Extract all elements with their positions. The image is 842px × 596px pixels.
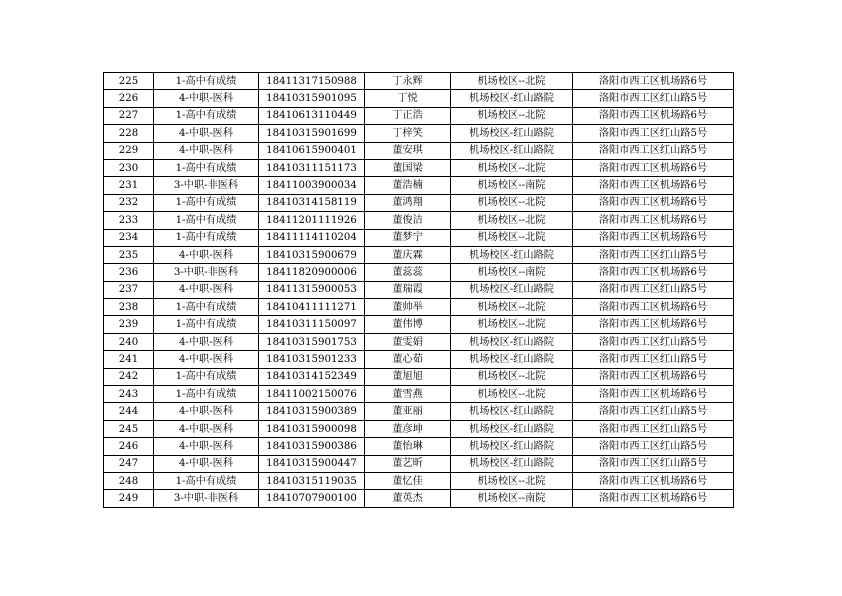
student-id-cell: 18410315900389 — [259, 403, 365, 420]
table-row — [104, 194, 734, 211]
student-id-cell: 18411317150988 — [259, 73, 365, 90]
address-cell: 洛阳市西工区红山路5号 — [573, 333, 734, 350]
student-id-cell: 18411003900034 — [259, 177, 365, 194]
student-name-cell: 董梦宁 — [365, 229, 451, 246]
category-cell: 4-中职-医科 — [154, 351, 259, 368]
student-name-cell: 丁正浩 — [365, 107, 451, 124]
category-cell: 1-高中有成绩 — [154, 194, 259, 211]
category-cell: 1-高中有成绩 — [154, 73, 259, 90]
table-row — [104, 472, 734, 489]
row-index-cell: 239 — [104, 316, 154, 333]
row-index-cell: 231 — [104, 177, 154, 194]
address-cell: 洛阳市西工区红山路5号 — [573, 403, 734, 420]
campus-cell: 机场校区-红山路院 — [451, 351, 573, 368]
table-row — [104, 246, 734, 263]
table-row — [104, 73, 734, 90]
category-cell: 4-中职-医科 — [154, 403, 259, 420]
campus-cell: 机场校区-红山路院 — [451, 90, 573, 107]
student-name-cell: 董蕊蕊 — [365, 264, 451, 281]
student-id-cell: 18410707900100 — [259, 490, 365, 507]
student-id-cell: 18410315900679 — [259, 246, 365, 263]
category-cell: 1-高中有成绩 — [154, 472, 259, 489]
campus-cell: 机场校区--北院 — [451, 107, 573, 124]
student-id-cell: 18411315900053 — [259, 281, 365, 298]
address-cell: 洛阳市西工区机场路6号 — [573, 386, 734, 403]
campus-cell: 机场校区--北院 — [451, 212, 573, 229]
address-cell: 洛阳市西工区机场路6号 — [573, 73, 734, 90]
category-cell: 3-中职-非医科 — [154, 264, 259, 281]
table-row — [104, 177, 734, 194]
student-id-cell: 18410315900447 — [259, 455, 365, 472]
campus-cell: 机场校区-红山路院 — [451, 333, 573, 350]
campus-cell: 机场校区--北院 — [451, 368, 573, 385]
row-index-cell: 235 — [104, 246, 154, 263]
campus-cell: 机场校区--南院 — [451, 490, 573, 507]
row-index-cell: 247 — [104, 455, 154, 472]
address-cell: 洛阳市西工区红山路5号 — [573, 142, 734, 159]
table-row — [104, 142, 734, 159]
category-cell: 3-中职-非医科 — [154, 490, 259, 507]
student-name-cell: 董俊洁 — [365, 212, 451, 229]
address-cell: 洛阳市西工区机场路6号 — [573, 229, 734, 246]
address-cell: 洛阳市西工区机场路6号 — [573, 264, 734, 281]
student-id-cell: 18410311151173 — [259, 159, 365, 176]
category-cell: 1-高中有成绩 — [154, 386, 259, 403]
table-row — [104, 299, 734, 316]
campus-cell: 机场校区-红山路院 — [451, 125, 573, 142]
row-index-cell: 233 — [104, 212, 154, 229]
student-name-cell: 董忆佳 — [365, 472, 451, 489]
table-row — [104, 333, 734, 350]
row-index-cell: 245 — [104, 420, 154, 437]
category-cell: 4-中职-医科 — [154, 455, 259, 472]
address-cell: 洛阳市西工区机场路6号 — [573, 159, 734, 176]
table-row — [104, 490, 734, 507]
row-index-cell: 242 — [104, 368, 154, 385]
campus-cell: 机场校区-红山路院 — [451, 281, 573, 298]
campus-cell: 机场校区--北院 — [451, 194, 573, 211]
student-name-cell: 董瑞霞 — [365, 281, 451, 298]
student-id-cell: 18410315901699 — [259, 125, 365, 142]
campus-cell: 机场校区--北院 — [451, 159, 573, 176]
campus-cell: 机场校区--北院 — [451, 229, 573, 246]
table-row — [104, 351, 734, 368]
student-name-cell: 丁永辉 — [365, 73, 451, 90]
student-name-cell: 董艺昕 — [365, 455, 451, 472]
row-index-cell: 240 — [104, 333, 154, 350]
category-cell: 3-中职-非医科 — [154, 177, 259, 194]
student-id-cell: 18410315119035 — [259, 472, 365, 489]
student-id-cell: 18411201111926 — [259, 212, 365, 229]
address-cell: 洛阳市西工区机场路6号 — [573, 368, 734, 385]
table-row — [104, 229, 734, 246]
address-cell: 洛阳市西工区机场路6号 — [573, 107, 734, 124]
campus-cell: 机场校区-红山路院 — [451, 246, 573, 263]
student-name-cell: 董浩楠 — [365, 177, 451, 194]
row-index-cell: 226 — [104, 90, 154, 107]
campus-cell: 机场校区-红山路院 — [451, 438, 573, 455]
row-index-cell: 228 — [104, 125, 154, 142]
campus-cell: 机场校区--北院 — [451, 472, 573, 489]
student-name-cell: 董伟博 — [365, 316, 451, 333]
address-cell: 洛阳市西工区红山路5号 — [573, 281, 734, 298]
category-cell: 4-中职-医科 — [154, 246, 259, 263]
student-id-cell: 18410314152349 — [259, 368, 365, 385]
row-index-cell: 236 — [104, 264, 154, 281]
student-id-cell: 18410411111271 — [259, 299, 365, 316]
table-row — [104, 386, 734, 403]
address-cell: 洛阳市西工区机场路6号 — [573, 490, 734, 507]
table-row — [104, 107, 734, 124]
table-row — [104, 264, 734, 281]
address-cell: 洛阳市西工区红山路5号 — [573, 246, 734, 263]
row-index-cell: 232 — [104, 194, 154, 211]
student-id-cell: 18411820900006 — [259, 264, 365, 281]
student-id-cell: 18410311150097 — [259, 316, 365, 333]
student-id-cell: 18411114110204 — [259, 229, 365, 246]
campus-cell: 机场校区--北院 — [451, 316, 573, 333]
row-index-cell: 225 — [104, 73, 154, 90]
campus-cell: 机场校区-红山路院 — [451, 420, 573, 437]
category-cell: 4-中职-医科 — [154, 333, 259, 350]
student-name-cell: 董心茹 — [365, 351, 451, 368]
table-row — [104, 125, 734, 142]
table-row — [104, 212, 734, 229]
table-row — [104, 420, 734, 437]
campus-cell: 机场校区--北院 — [451, 299, 573, 316]
roster-table-body — [104, 73, 734, 508]
table-row — [104, 90, 734, 107]
campus-cell: 机场校区--北院 — [451, 73, 573, 90]
student-id-cell: 18410315901233 — [259, 351, 365, 368]
student-id-cell: 18410615900401 — [259, 142, 365, 159]
student-id-cell: 18410315900098 — [259, 420, 365, 437]
address-cell: 洛阳市西工区机场路6号 — [573, 299, 734, 316]
address-cell: 洛阳市西工区机场路6号 — [573, 472, 734, 489]
campus-cell: 机场校区--南院 — [451, 177, 573, 194]
student-name-cell: 董旭旭 — [365, 368, 451, 385]
campus-cell: 机场校区-红山路院 — [451, 142, 573, 159]
row-index-cell: 234 — [104, 229, 154, 246]
category-cell: 1-高中有成绩 — [154, 107, 259, 124]
student-name-cell: 董庆霖 — [365, 246, 451, 263]
student-name-cell: 董鸿翔 — [365, 194, 451, 211]
table-row — [104, 438, 734, 455]
student-name-cell: 丁梓笑 — [365, 125, 451, 142]
row-index-cell: 249 — [104, 490, 154, 507]
campus-cell: 机场校区-红山路院 — [451, 403, 573, 420]
table-row — [104, 455, 734, 472]
category-cell: 4-中职-医科 — [154, 142, 259, 159]
category-cell: 4-中职-医科 — [154, 90, 259, 107]
category-cell: 4-中职-医科 — [154, 420, 259, 437]
address-cell: 洛阳市西工区红山路5号 — [573, 438, 734, 455]
row-index-cell: 248 — [104, 472, 154, 489]
address-cell: 洛阳市西工区红山路5号 — [573, 420, 734, 437]
table-row — [104, 316, 734, 333]
category-cell: 4-中职-医科 — [154, 125, 259, 142]
row-index-cell: 241 — [104, 351, 154, 368]
table-row — [104, 159, 734, 176]
row-index-cell: 244 — [104, 403, 154, 420]
category-cell: 1-高中有成绩 — [154, 212, 259, 229]
student-name-cell: 董帅举 — [365, 299, 451, 316]
category-cell: 1-高中有成绩 — [154, 299, 259, 316]
table-row — [104, 368, 734, 385]
row-index-cell: 246 — [104, 438, 154, 455]
student-id-cell: 18410613110449 — [259, 107, 365, 124]
address-cell: 洛阳市西工区红山路5号 — [573, 90, 734, 107]
row-index-cell: 227 — [104, 107, 154, 124]
row-index-cell: 230 — [104, 159, 154, 176]
address-cell: 洛阳市西工区机场路6号 — [573, 194, 734, 211]
student-name-cell: 董英杰 — [365, 490, 451, 507]
student-name-cell: 董安琪 — [365, 142, 451, 159]
row-index-cell: 238 — [104, 299, 154, 316]
category-cell: 4-中职-医科 — [154, 438, 259, 455]
row-index-cell: 229 — [104, 142, 154, 159]
student-name-cell: 董雯娟 — [365, 333, 451, 350]
row-index-cell: 243 — [104, 386, 154, 403]
student-id-cell: 18411002150076 — [259, 386, 365, 403]
row-index-cell: 237 — [104, 281, 154, 298]
category-cell: 1-高中有成绩 — [154, 229, 259, 246]
campus-cell: 机场校区--南院 — [451, 264, 573, 281]
student-id-cell: 18410315900386 — [259, 438, 365, 455]
student-roster-table — [103, 72, 734, 508]
campus-cell: 机场校区-红山路院 — [451, 455, 573, 472]
category-cell: 1-高中有成绩 — [154, 159, 259, 176]
student-name-cell: 董亚丽 — [365, 403, 451, 420]
address-cell: 洛阳市西工区机场路6号 — [573, 316, 734, 333]
address-cell: 洛阳市西工区红山路5号 — [573, 455, 734, 472]
student-id-cell: 18410315901095 — [259, 90, 365, 107]
category-cell: 1-高中有成绩 — [154, 316, 259, 333]
table-row — [104, 403, 734, 420]
address-cell: 洛阳市西工区机场路6号 — [573, 177, 734, 194]
table-row — [104, 281, 734, 298]
student-id-cell: 18410314158119 — [259, 194, 365, 211]
category-cell: 4-中职-医科 — [154, 281, 259, 298]
address-cell: 洛阳市西工区机场路6号 — [573, 212, 734, 229]
category-cell: 1-高中有成绩 — [154, 368, 259, 385]
campus-cell: 机场校区--北院 — [451, 386, 573, 403]
address-cell: 洛阳市西工区红山路5号 — [573, 125, 734, 142]
student-name-cell: 董怡琳 — [365, 438, 451, 455]
student-name-cell: 丁悦 — [365, 90, 451, 107]
student-id-cell: 18410315901753 — [259, 333, 365, 350]
address-cell: 洛阳市西工区红山路5号 — [573, 351, 734, 368]
student-name-cell: 董彦坤 — [365, 420, 451, 437]
student-name-cell: 董国梁 — [365, 159, 451, 176]
student-name-cell: 董雪燕 — [365, 386, 451, 403]
